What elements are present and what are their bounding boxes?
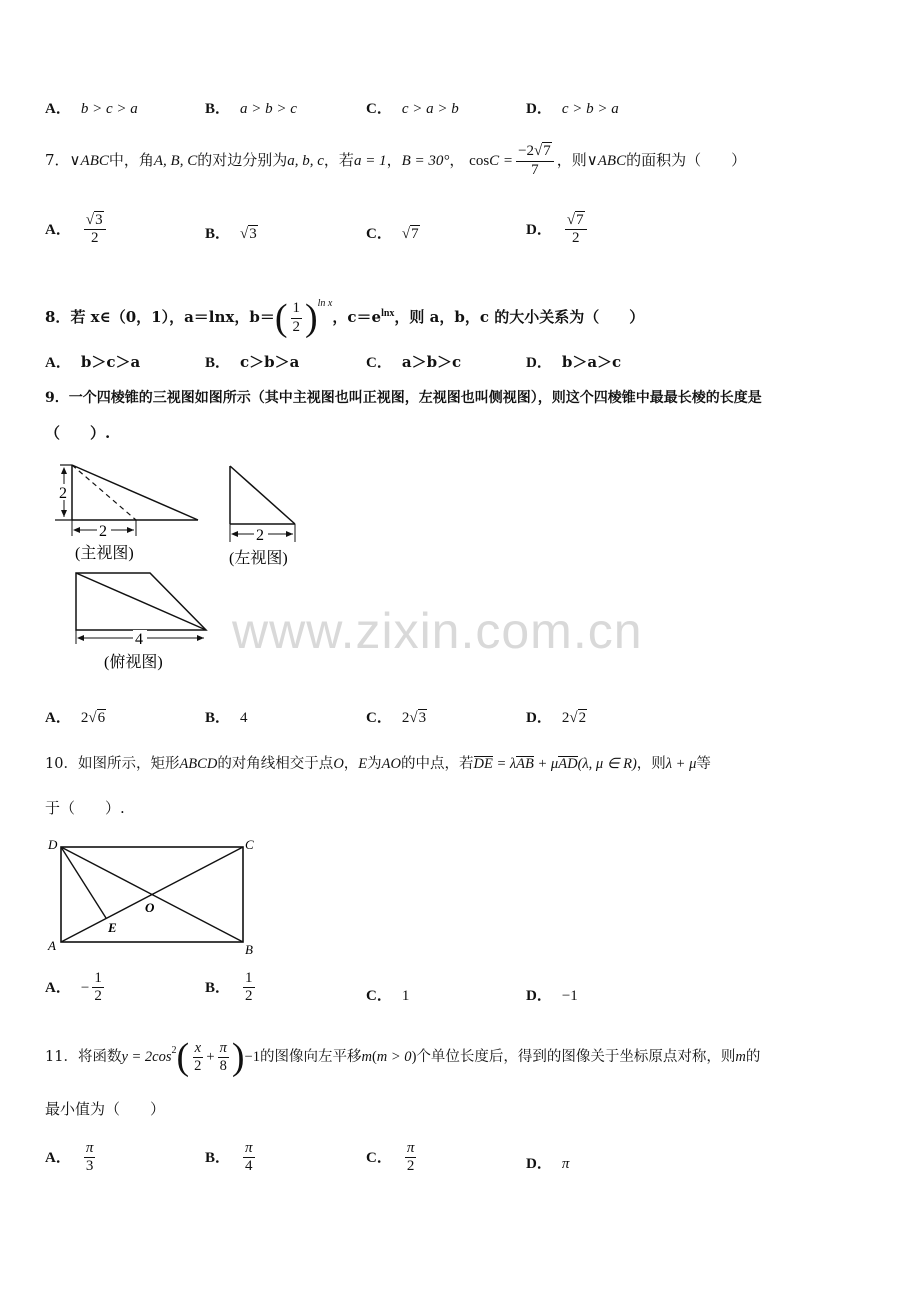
front-view xyxy=(55,465,198,562)
left-paren: ( xyxy=(176,1036,190,1078)
dim-front-height: 2 xyxy=(59,485,67,502)
sqrt-icon: √ xyxy=(566,212,576,228)
stem-text: 将函数 xyxy=(77,1049,122,1065)
stem-text: 一个四棱锥的三视图如图所示（其中主视图也叫正视图，左视图也叫侧视图），则这个四棱锥中最最长棱的长度是 xyxy=(68,390,762,406)
stem-text: ，则 xyxy=(636,756,666,772)
fraction-denominator: 2 xyxy=(194,1057,202,1074)
top-view xyxy=(76,573,206,671)
option-letter: A． xyxy=(45,221,71,238)
radicand: 2 xyxy=(578,710,587,726)
option-letter: B． xyxy=(205,710,231,726)
option-text: b＞c＞a xyxy=(80,353,141,371)
side-view xyxy=(229,466,295,567)
fraction-denominator: 2 xyxy=(406,1158,415,1175)
front-view-hidden-edge xyxy=(72,465,136,520)
variable-m: m xyxy=(735,1049,746,1065)
q7-option-d[interactable] xyxy=(526,212,590,248)
option-fraction xyxy=(84,212,106,248)
option-letter: B． xyxy=(205,979,231,996)
q6-option-d[interactable] xyxy=(526,97,619,118)
exponent: ln x xyxy=(317,298,333,309)
vector-ad: AD xyxy=(558,756,578,772)
fraction-numerator: π xyxy=(219,1039,227,1056)
option-letter: B． xyxy=(205,1149,231,1166)
m-condition: m > 0 xyxy=(376,1049,412,1065)
q10-option-b[interactable] xyxy=(205,970,258,1006)
option-letter: C． xyxy=(366,355,392,371)
option-letter: B． xyxy=(205,226,231,242)
stem-text: 个单位长度后，得到的图像关于坐标原点对称，则 xyxy=(416,1049,736,1065)
stem-text: ，则 a，b，c 的大小关系为（ ） xyxy=(394,308,645,326)
q10-option-c[interactable] xyxy=(366,984,409,1005)
stem-text: 的面积为（ ） xyxy=(626,151,747,169)
stem-text: 的 xyxy=(745,1049,761,1065)
watermark: www.zixin.com.cn xyxy=(232,603,643,659)
option-text: a > b > c xyxy=(240,101,297,117)
option-letter: A． xyxy=(45,979,71,996)
sqrt-icon: √ xyxy=(409,710,418,726)
option-letter: D． xyxy=(526,221,552,238)
segment-de xyxy=(61,847,106,918)
label-o: O xyxy=(145,900,155,915)
option-text: a＞b＞c xyxy=(401,353,462,371)
fraction-denominator: 2 xyxy=(90,230,99,247)
question-number: 8． xyxy=(45,308,71,326)
stem-text: 若 x∈（0，1），a＝lnx，b＝ xyxy=(70,308,275,326)
stem-text: ， xyxy=(386,151,402,169)
coefficient: 2 xyxy=(401,710,410,726)
right-paren: ) xyxy=(411,1049,417,1065)
fraction-numerator: 1 xyxy=(291,300,303,318)
cos-label: cos xyxy=(469,153,490,169)
fraction-numerator: π xyxy=(243,1140,255,1158)
fraction-denominator: 7 xyxy=(531,161,539,178)
radicand: 7 xyxy=(411,226,419,242)
square-exponent: 2 xyxy=(171,1045,177,1056)
front-view-hypotenuse xyxy=(72,465,198,520)
option-letter: C． xyxy=(366,988,392,1004)
q6-option-a[interactable] xyxy=(45,97,138,118)
q7-stem xyxy=(45,140,746,181)
minus-one: −1 xyxy=(244,1049,260,1065)
option-letter: D． xyxy=(526,1156,552,1172)
q8-option-b[interactable] xyxy=(205,351,299,372)
top-view-label: (俯视图) xyxy=(104,654,163,671)
option-letter: A． xyxy=(45,710,71,726)
fraction-numerator: x xyxy=(194,1039,202,1056)
option-letter: C． xyxy=(366,101,392,117)
equation-text: + μ xyxy=(533,756,559,772)
q11-stem-line1 xyxy=(45,1028,760,1080)
q10-rectangle-figure xyxy=(40,832,270,960)
stem-text: 的中点，若 xyxy=(401,756,474,772)
option-fraction xyxy=(92,970,104,1006)
sqrt-icon: √ xyxy=(569,710,578,726)
option-letter: A． xyxy=(45,1149,71,1166)
q9-option-b[interactable] xyxy=(205,706,248,727)
option-fraction xyxy=(243,970,255,1006)
sqrt-icon: √ xyxy=(85,212,95,228)
q9-stem-line1 xyxy=(45,387,762,407)
q7-option-b[interactable] xyxy=(205,222,258,243)
coefficient: 2 xyxy=(80,710,89,726)
coefficient: 2 xyxy=(561,710,570,726)
stem-text: ，若 xyxy=(323,151,354,169)
option-fraction xyxy=(84,1140,96,1176)
q11-option-c[interactable] xyxy=(366,1140,419,1176)
front-view-label: (主视图) xyxy=(75,545,134,562)
fraction-coefficient: −2 xyxy=(518,143,535,160)
q6-option-b[interactable] xyxy=(205,97,297,118)
fraction-denominator: 2 xyxy=(571,230,580,247)
radicand: 3 xyxy=(418,710,427,726)
fraction-denominator: 4 xyxy=(245,1158,253,1175)
option-text: b > c > a xyxy=(80,101,138,117)
fraction-denominator: 3 xyxy=(85,1158,94,1175)
q9-stem-line2: （ ）. xyxy=(45,424,111,442)
right-paren: ) xyxy=(231,1036,245,1078)
stem-text: 的对边分别为 xyxy=(197,151,288,169)
option-letter: B． xyxy=(205,101,231,117)
sides: a, b, c xyxy=(287,153,324,169)
option-letter: C． xyxy=(366,1149,392,1166)
fraction-denominator: 2 xyxy=(94,988,102,1005)
q11-option-b[interactable] xyxy=(205,1140,258,1176)
top-view-diagonal xyxy=(76,573,206,630)
side-view-label: (左视图) xyxy=(229,550,288,567)
option-letter: D． xyxy=(526,988,552,1004)
option-letter: B． xyxy=(205,355,231,371)
sqrt-icon: √ xyxy=(401,226,411,242)
q11-option-d[interactable] xyxy=(526,1152,569,1173)
condition-a: a = 1 xyxy=(353,153,387,169)
fraction-denominator: 8 xyxy=(219,1057,227,1074)
option-letter: C． xyxy=(366,710,392,726)
dim-top-width: 4 xyxy=(135,631,143,648)
q10-stem-line1 xyxy=(45,752,711,773)
option-text: π xyxy=(561,1156,570,1172)
option-letter: A． xyxy=(45,101,71,117)
stem-text: 等 xyxy=(696,756,711,772)
dim-side-width: 2 xyxy=(256,527,264,544)
angles: A, B, C xyxy=(153,153,198,169)
q8-option-d[interactable] xyxy=(526,351,621,372)
label-a: A xyxy=(48,938,56,953)
option-letter: D． xyxy=(526,101,552,117)
stem-text: ， xyxy=(343,756,359,772)
radicand: 3 xyxy=(249,226,257,242)
label-e: E xyxy=(108,920,117,935)
left-paren: ( xyxy=(371,1049,377,1065)
option-fraction xyxy=(565,212,587,248)
stem-text: 中，角 xyxy=(108,151,154,169)
stem-text: 为 xyxy=(367,756,382,772)
radicand: 7 xyxy=(576,212,584,228)
q7-option-a[interactable] xyxy=(45,212,109,248)
point-e: E xyxy=(358,756,368,772)
side-view-hypotenuse xyxy=(230,466,295,524)
stem-text: 的对角线相交于点 xyxy=(217,756,334,772)
fraction-denominator: 2 xyxy=(292,318,300,335)
option-letter: D． xyxy=(526,355,552,371)
fraction-numerator: 1 xyxy=(243,970,255,988)
q10-option-d[interactable] xyxy=(526,984,578,1005)
point-o: O xyxy=(333,756,344,772)
fraction-numerator: 1 xyxy=(92,970,104,988)
q10-option-a[interactable] xyxy=(45,970,107,1006)
option-text: b＞a＞c xyxy=(561,353,622,371)
option-text: c > a > b xyxy=(401,101,459,117)
right-paren: ) xyxy=(305,297,318,339)
option-text: −1 xyxy=(561,988,578,1004)
label-c: C xyxy=(245,837,254,852)
radicand: 3 xyxy=(95,212,103,228)
option-text: c > b > a xyxy=(561,101,619,117)
question-number: 7． xyxy=(45,151,70,169)
fraction-denominator: 2 xyxy=(245,988,253,1005)
cos-variable: C = xyxy=(489,153,514,169)
option-letter: D． xyxy=(526,710,552,726)
q11-stem-line2: 最小值为（ ） xyxy=(45,1100,166,1118)
equation-text: = λ xyxy=(492,756,517,772)
q6-option-c[interactable] xyxy=(366,97,459,118)
q8-option-a[interactable] xyxy=(45,351,140,372)
vector-de: DE xyxy=(473,756,493,772)
question-number: 11． xyxy=(45,1049,78,1065)
sqrt-icon: √ xyxy=(534,143,543,160)
variable-m: m xyxy=(361,1049,372,1065)
plus-sign: + xyxy=(206,1049,215,1065)
q11-option-a[interactable] xyxy=(45,1140,98,1176)
option-letter: C． xyxy=(366,226,392,242)
stem-text: 如图所示，矩形 xyxy=(77,756,180,772)
vector-ab: AB xyxy=(516,756,534,772)
q9-option-c[interactable] xyxy=(366,706,427,727)
triangle-name: ABC xyxy=(597,153,627,169)
question-number: 10． xyxy=(45,756,78,772)
stem-text: ，则∨ xyxy=(556,151,598,169)
q9-option-a[interactable] xyxy=(45,706,106,727)
left-paren: ( xyxy=(274,297,288,339)
sqrt-icon: √ xyxy=(88,710,97,726)
option-fraction xyxy=(243,1140,255,1176)
condition-b: B = 30° xyxy=(401,153,450,169)
q9-three-views-figure xyxy=(40,456,310,681)
lambda-plus-mu: λ + μ xyxy=(665,756,697,772)
label-b: B xyxy=(245,942,253,957)
sqrt-icon: √ xyxy=(240,226,249,242)
q8-option-c[interactable] xyxy=(366,351,461,372)
question-number: 9． xyxy=(45,390,69,406)
triangle-name: ABC xyxy=(80,153,109,169)
dim-front-width: 2 xyxy=(99,523,107,540)
radicand: 7 xyxy=(543,143,551,160)
fraction-numerator: π xyxy=(84,1140,96,1158)
b-fraction xyxy=(291,300,303,336)
rect-name: ABCD xyxy=(179,756,218,772)
option-fraction xyxy=(405,1140,417,1176)
stem-text: ，c＝e xyxy=(332,308,382,326)
q8-stem xyxy=(45,282,644,339)
x-over-2 xyxy=(192,1040,203,1074)
label-d: D xyxy=(48,837,58,852)
stem-text: 的图像向左平移 xyxy=(259,1049,362,1065)
triangle-symbol: ∨ xyxy=(69,151,81,169)
exponent: lnx xyxy=(381,308,395,319)
radicand: 6 xyxy=(97,710,106,726)
condition: (λ, μ ∈ R) xyxy=(577,756,637,772)
option-text: 1 xyxy=(401,988,410,1004)
q10-stem-line2: 于（ ）. xyxy=(45,799,125,817)
fraction-numerator: π xyxy=(405,1140,417,1158)
function-expression: y = 2cos xyxy=(121,1049,172,1065)
q7-option-c[interactable] xyxy=(366,222,420,243)
stem-text: ， xyxy=(449,151,465,169)
option-text: 4 xyxy=(240,710,248,726)
minus-sign: − xyxy=(80,979,90,996)
segment-ao: AO xyxy=(381,756,401,772)
q9-option-d[interactable] xyxy=(526,706,587,727)
option-letter: A． xyxy=(45,355,71,371)
pi-over-8 xyxy=(218,1040,229,1074)
option-text: c＞b＞a xyxy=(240,353,300,371)
cos-fraction xyxy=(516,143,554,179)
